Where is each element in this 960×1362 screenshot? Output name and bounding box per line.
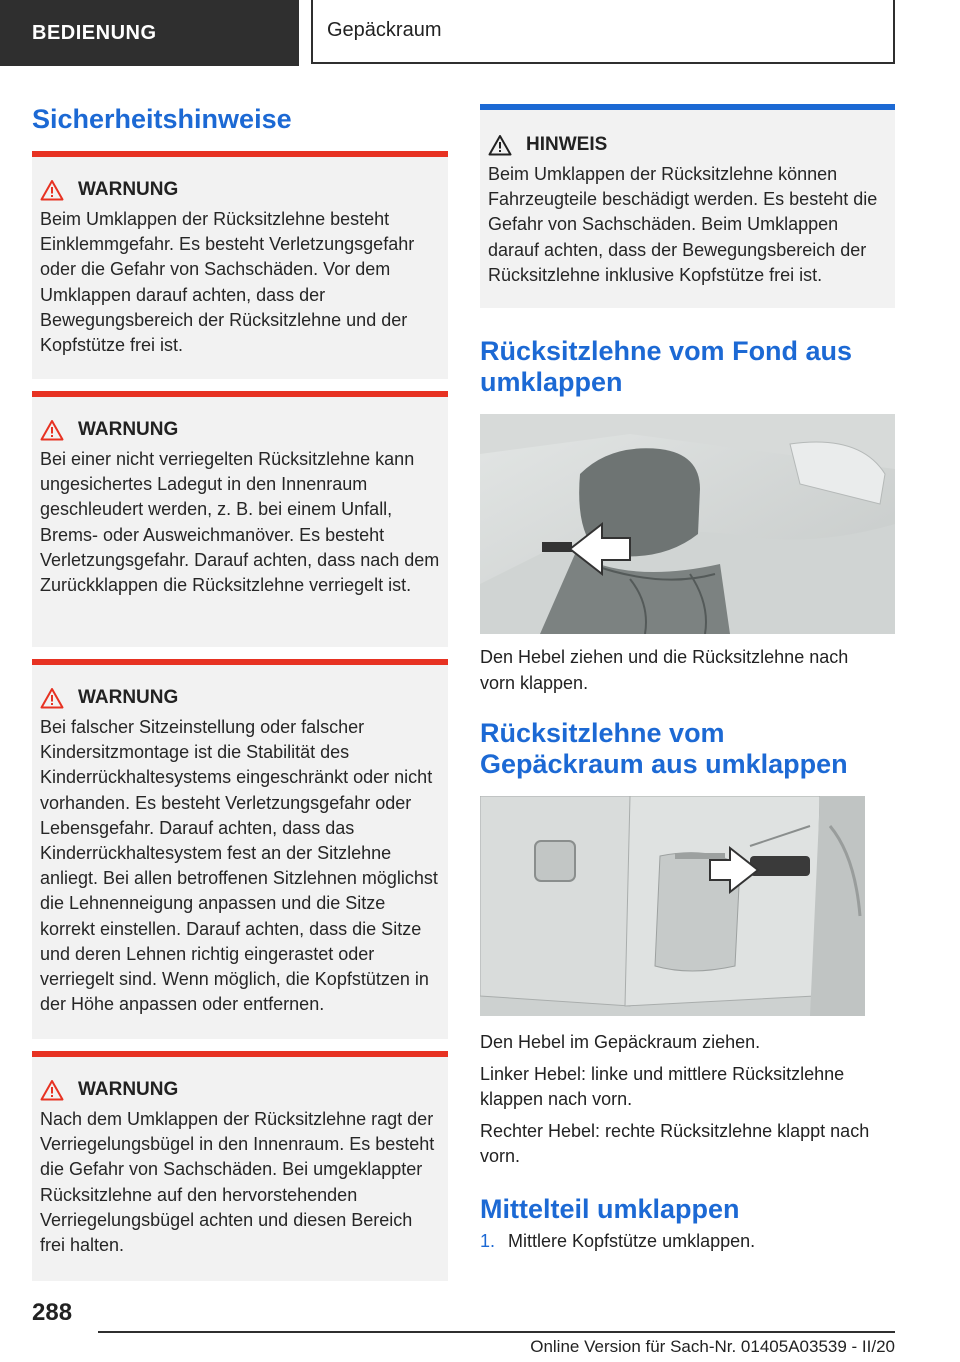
chapter-label: BEDIENUNG xyxy=(0,0,299,66)
section-heading-mittelteil: Mittelteil umklappen xyxy=(480,1193,740,1224)
warning-box-3 xyxy=(32,659,448,1039)
warning-title: WARNUNG xyxy=(78,179,179,200)
warning-box-4 xyxy=(32,1051,448,1281)
warning-text: Bei falscher Sitzeinstellung oder falscher Kindersitzmontage ist die Stabilität des Kinderrückhaltesystems eingeschränkt oder nicht vorhanden. Es besteht Verletzungsgefahr oder Lebensgefahr. Darauf achten, dass das Kinderrückhaltesystem fest an der Sitzlehne anliegt. Bei allen betroffenen Sitzlehnen möglichst die Lehnenneigung anpassen und die Sitze korrekt einstellen. Darauf achten, dass die Sitze und deren Lehnen richtig eingerastet oder verriegelt sind. Wenn möglich, die Kopfstützen in der Höhe anpassen oder entfernen. xyxy=(40,717,438,1015)
section-heading-fond: Rücksitzlehne vom Fond aus umklappen xyxy=(480,336,853,397)
paragraph: Rechter Hebel: rechte Rücksitzlehne klappt nach vorn. xyxy=(480,1120,870,1166)
section2-paragraphs xyxy=(480,1030,895,1170)
safety-heading: Sicherheitshinweise xyxy=(32,104,292,134)
page-number: 288 xyxy=(32,1299,73,1326)
step-text: Mittlere Kopfstütze umklappen. xyxy=(508,1230,756,1251)
footer-rule xyxy=(98,1331,895,1333)
warning-text: Nach dem Umklappen der Rücksitzlehne ragt der Verriegelungsbügel in den Innenraum. Es besteht die Gefahr von Sachschäden. Bei umgeklappter Rücksitzlehne auf den hervorstehenden Verriegelungsbügel achten und diesen Bereich frei halten. xyxy=(40,1109,435,1256)
warning-title: WARNUNG xyxy=(78,419,179,440)
warning-text: Beim Umklappen der Rücksitzlehne besteht Einklemmgefahr. Es besteht Verletzungsgefahr oder die Gefahr von Sachschäden. Vor dem Umklappen darauf achten, dass der Bewegungsbereich der Rücksitzlehne und der Kopfstütze frei ist. xyxy=(40,209,415,356)
list-item xyxy=(480,1229,895,1254)
footer-note: Online Version für Sach-Nr. 01405A03539 - II/20 xyxy=(530,1337,895,1356)
trunk-illustration xyxy=(480,796,865,1016)
warning-title: WARNUNG xyxy=(78,1079,179,1100)
notice-box xyxy=(480,104,895,308)
warning-triangle-icon xyxy=(40,419,64,441)
right-column xyxy=(480,104,895,1254)
section-heading-gepaeckraum: Rücksitzlehne vom Gepäckraum aus umklappen xyxy=(480,718,848,779)
warning-triangle-icon xyxy=(40,179,64,201)
notice-title: HINWEIS xyxy=(526,134,608,155)
notice-text: Beim Umklappen der Rücksitzlehne können Fahrzeugteile beschädigt werden. Es besteht die Gefahr von Sachschäden. Beim Umklappen darauf achten, dass der Bewegungsbereich der Rücksitzlehne inklusive Kopfstütze frei ist. xyxy=(488,164,878,285)
paragraph: Den Hebel im Gepäckraum ziehen. xyxy=(480,1032,761,1052)
warning-box-1 xyxy=(32,151,448,379)
warning-box-2 xyxy=(32,391,448,647)
figure-trunk-lever xyxy=(480,796,865,1016)
step-number: 1. xyxy=(480,1230,496,1251)
warning-text: Bei einer nicht verriegelten Rücksitzlehne kann ungesichertes Ladegut in den Innenraum geschleudert werden, z. B. bei einem Unfall, Brems- oder Ausweichmanöver. Es besteht Verletzungsgefahr. Darauf achten, dass nach dem Zurückklappen die Rücksitzlehne verriegelt ist. xyxy=(40,449,440,596)
section1-text: Den Hebel ziehen und die Rücksitzlehne nach vorn klappen. xyxy=(480,647,849,693)
warning-title: WARNUNG xyxy=(78,687,179,708)
left-column xyxy=(32,98,448,1281)
paragraph: Linker Hebel: linke und mittlere Rücksitzlehne klappen nach vorn. xyxy=(480,1063,845,1109)
section-label: Gepäckraum xyxy=(311,0,895,64)
figure-rear-seat-lever xyxy=(480,414,895,634)
warning-triangle-icon xyxy=(40,1079,64,1101)
warning-triangle-icon xyxy=(488,134,512,156)
warning-triangle-icon xyxy=(40,687,64,709)
page-header xyxy=(0,0,960,66)
seat-illustration xyxy=(480,414,895,634)
